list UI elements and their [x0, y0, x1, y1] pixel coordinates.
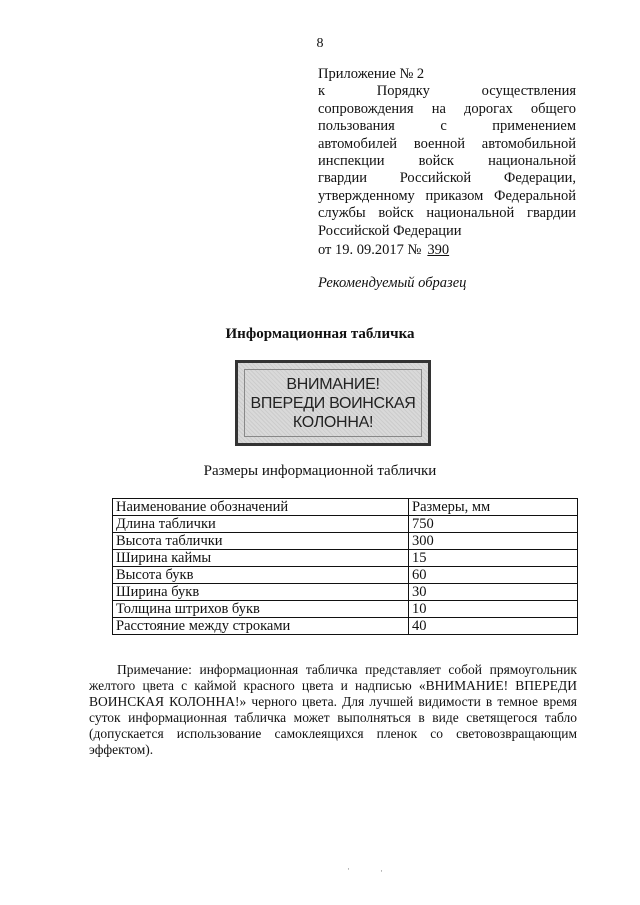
table-cell: Высота таблички — [113, 533, 409, 550]
table-cell: 300 — [409, 533, 578, 550]
order-prefix: от — [318, 242, 332, 259]
appendix-line: Российской Федерации — [318, 222, 462, 239]
plate-title: Информационная табличка — [225, 326, 415, 342]
table-row — [113, 567, 578, 584]
sizes-title: Размеры информационной таблички — [203, 463, 437, 479]
scan-speck: · — [347, 864, 350, 874]
table-cell: 30 — [409, 584, 578, 601]
order-number-label: № — [407, 242, 422, 259]
plate-text-line: КОЛОННА! — [292, 413, 374, 431]
table-row — [113, 618, 578, 635]
information-plate — [235, 360, 431, 446]
appendix-line: инспекции войск национальной — [318, 153, 576, 170]
appendix-line: сопровождения на дорогах общего — [318, 100, 576, 117]
column-header: Размеры, мм — [409, 499, 578, 516]
appendix-line: автомобилей военной автомобильной — [318, 135, 576, 152]
table-cell: Ширина каймы — [113, 550, 409, 567]
order-number: 390 — [427, 242, 450, 259]
scan-speck: · — [380, 866, 383, 876]
appendix-header — [318, 66, 576, 259]
table-row — [113, 550, 578, 567]
table-cell: 60 — [409, 567, 578, 584]
table-cell: 40 — [409, 618, 578, 635]
table-row — [113, 516, 578, 533]
note-text: Примечание: информационная табличка представляет собой прямоугольник желтого цвета с каймой красного цвета и надписью «ВНИМАНИЕ! ВПЕРЕДИ ВОИНСКАЯ КОЛОННА!» черного цвета. Для лучшей видимости в темное время суток информационная табличка может выполняться в виде светящегося табло (допускается использование самоклеящихся пленок со световозвращающим эффектом). — [89, 662, 577, 757]
appendix-line: пользования с применением — [318, 118, 576, 135]
page-number: 8 — [316, 36, 324, 51]
recommended-sample-label: Рекомендуемый образец — [318, 275, 467, 291]
plate-text-line: ВНИМАНИЕ! — [286, 375, 380, 393]
order-date: 19. 09.2017 — [335, 242, 404, 259]
table-cell: Длина таблички — [113, 516, 409, 533]
table-cell: Толщина штрихов букв — [113, 601, 409, 618]
table-row — [113, 601, 578, 618]
plate-text-line: ВПЕРЕДИ ВОИНСКАЯ — [250, 394, 416, 412]
appendix-line: к Порядку осуществления — [318, 83, 576, 100]
table-cell: 750 — [409, 516, 578, 533]
table-cell: Ширина букв — [113, 584, 409, 601]
appendix-line: службы войск национальной гвардии — [318, 205, 576, 222]
table-row — [113, 584, 578, 601]
note-paragraph — [89, 662, 577, 758]
table-cell: 15 — [409, 550, 578, 567]
appendix-line: гвардии Российской Федерации, — [318, 170, 576, 187]
table-header-row — [113, 499, 578, 516]
dimensions-table — [112, 498, 578, 635]
appendix-line: Приложение № 2 — [318, 66, 425, 82]
table-row — [113, 533, 578, 550]
table-cell: Расстояние между строками — [113, 618, 409, 635]
order-reference — [318, 242, 576, 259]
column-header: Наименование обозначений — [113, 499, 409, 516]
table-cell: 10 — [409, 601, 578, 618]
table-cell: Высота букв — [113, 567, 409, 584]
appendix-line: утвержденному приказом Федеральной — [318, 187, 576, 204]
